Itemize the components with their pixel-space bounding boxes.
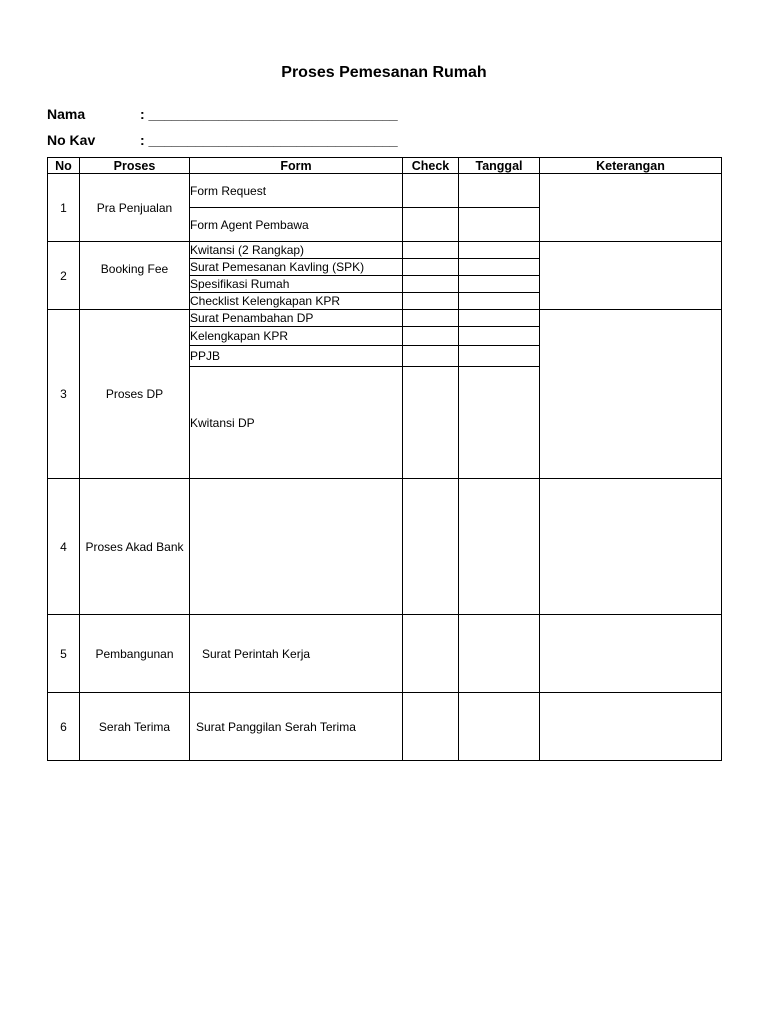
form-item: PPJB bbox=[190, 346, 403, 367]
keterangan-cell[interactable] bbox=[540, 174, 722, 242]
form-item: Kwitansi DP bbox=[190, 367, 403, 479]
tanggal-cell[interactable] bbox=[459, 367, 540, 479]
no-kav-label: No Kav bbox=[47, 132, 96, 148]
nama-field[interactable]: : ________________________________ bbox=[140, 106, 398, 122]
no-kav-field[interactable]: : ________________________________ bbox=[140, 132, 398, 148]
header-form: Form bbox=[190, 158, 403, 174]
header-tanggal: Tanggal bbox=[459, 158, 540, 174]
row-number: 2 bbox=[48, 242, 80, 310]
tanggal-cell[interactable] bbox=[459, 276, 540, 293]
keterangan-cell[interactable] bbox=[540, 479, 722, 615]
process-name: Proses DP bbox=[80, 310, 190, 479]
check-cell[interactable] bbox=[403, 346, 459, 367]
process-checklist-table bbox=[47, 157, 722, 761]
header-no: No bbox=[48, 158, 80, 174]
form-item: Kwitansi (2 Rangkap) bbox=[190, 242, 403, 259]
table-row bbox=[48, 174, 722, 208]
form-item: Checklist Kelengkapan KPR bbox=[190, 293, 403, 310]
row-number: 5 bbox=[48, 615, 80, 693]
process-name: Booking Fee bbox=[80, 242, 190, 310]
tanggal-cell[interactable] bbox=[459, 208, 540, 242]
check-cell[interactable] bbox=[403, 276, 459, 293]
check-cell[interactable] bbox=[403, 327, 459, 346]
nama-label: Nama bbox=[47, 106, 86, 122]
form-item: Kelengkapan KPR bbox=[190, 327, 403, 346]
keterangan-cell[interactable] bbox=[540, 310, 722, 479]
form-item: Surat Perintah Kerja bbox=[190, 615, 403, 693]
process-name: Pembangunan bbox=[80, 615, 190, 693]
table-header-row bbox=[48, 158, 722, 174]
row-number: 6 bbox=[48, 693, 80, 761]
tanggal-cell[interactable] bbox=[459, 259, 540, 276]
check-cell[interactable] bbox=[403, 208, 459, 242]
tanggal-cell[interactable] bbox=[459, 479, 540, 615]
form-item: Surat Pemesanan Kavling (SPK) bbox=[190, 259, 403, 276]
form-item: Surat Panggilan Serah Terima bbox=[190, 693, 403, 761]
form-item: Spesifikasi Rumah bbox=[190, 276, 403, 293]
process-name: Pra Penjualan bbox=[80, 174, 190, 242]
table-row bbox=[48, 310, 722, 327]
check-cell[interactable] bbox=[403, 293, 459, 310]
tanggal-cell[interactable] bbox=[459, 693, 540, 761]
table-row bbox=[48, 479, 722, 615]
form-item: Form Agent Pembawa bbox=[190, 208, 403, 242]
table-row bbox=[48, 615, 722, 693]
header-keterangan: Keterangan bbox=[540, 158, 722, 174]
check-cell[interactable] bbox=[403, 259, 459, 276]
process-name: Proses Akad Bank bbox=[80, 479, 190, 615]
tanggal-cell[interactable] bbox=[459, 293, 540, 310]
row-number: 1 bbox=[48, 174, 80, 242]
check-cell[interactable] bbox=[403, 615, 459, 693]
check-cell[interactable] bbox=[403, 310, 459, 327]
tanggal-cell[interactable] bbox=[459, 174, 540, 208]
tanggal-cell[interactable] bbox=[459, 615, 540, 693]
tanggal-cell[interactable] bbox=[459, 346, 540, 367]
table-row bbox=[48, 693, 722, 761]
tanggal-cell[interactable] bbox=[459, 327, 540, 346]
check-cell[interactable] bbox=[403, 693, 459, 761]
table-row bbox=[48, 242, 722, 259]
keterangan-cell[interactable] bbox=[540, 242, 722, 310]
process-name: Serah Terima bbox=[80, 693, 190, 761]
check-cell[interactable] bbox=[403, 479, 459, 615]
header-proses: Proses bbox=[80, 158, 190, 174]
row-number: 4 bbox=[48, 479, 80, 615]
page-title: Proses Pemesanan Rumah bbox=[281, 64, 487, 81]
check-cell[interactable] bbox=[403, 242, 459, 259]
row-number: 3 bbox=[48, 310, 80, 479]
form-item: Form Request bbox=[190, 174, 403, 208]
form-item: Surat Penambahan DP bbox=[190, 310, 403, 327]
header-check: Check bbox=[403, 158, 459, 174]
keterangan-cell[interactable] bbox=[540, 693, 722, 761]
keterangan-cell[interactable] bbox=[540, 615, 722, 693]
tanggal-cell[interactable] bbox=[459, 242, 540, 259]
check-cell[interactable] bbox=[403, 367, 459, 479]
tanggal-cell[interactable] bbox=[459, 310, 540, 327]
form-item bbox=[190, 479, 403, 615]
check-cell[interactable] bbox=[403, 174, 459, 208]
